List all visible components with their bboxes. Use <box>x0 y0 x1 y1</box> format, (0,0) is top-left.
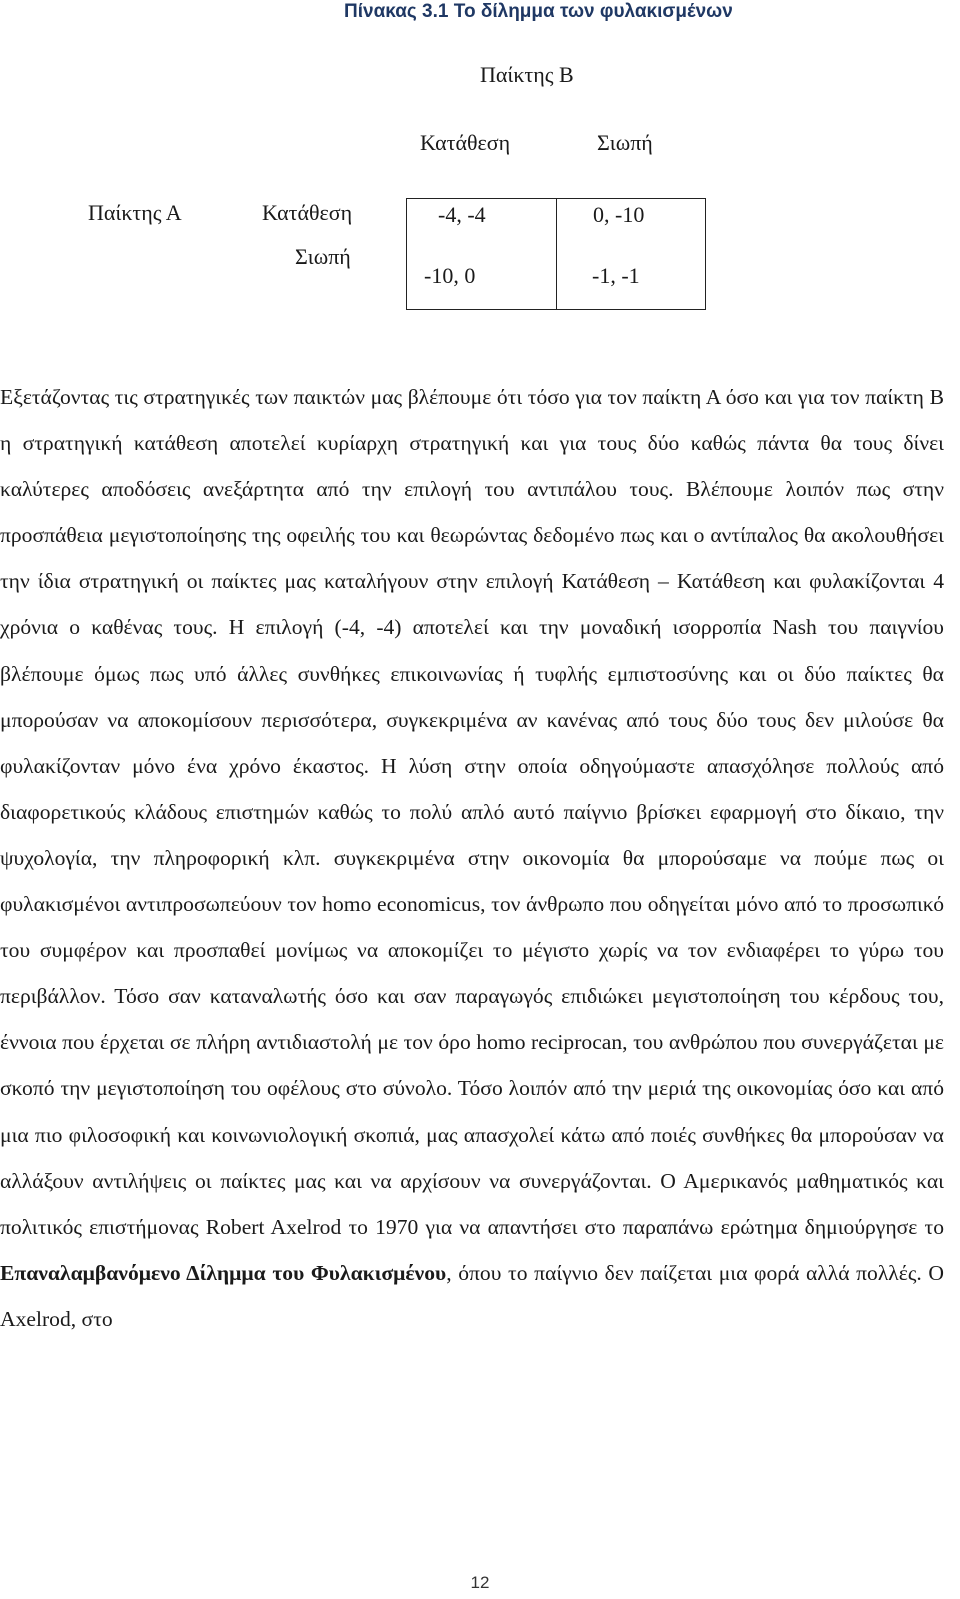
col-header-confess: Κατάθεση <box>420 130 511 155</box>
payoff-cell-silence-silence: -1, -1 <box>592 263 640 288</box>
body-text-part-2: Βλέπουμε λοιπόν πως στην προσπάθεια μεγιστοποίησης της οφειλής του και θεωρώντας δεδομένο πως και ο αντίπαλος θα ακολουθήσει την ίδια στρατηγική οι παίκτες μας καταλήγουν στην επιλογή Κατάθεση – Κατάθεση και φυλακίζονται 4 χρόνια ο καθένας τους. Η επιλογή (-4, -4) αποτελεί και την μοναδική ισορροπία Nash του παιγνίου βλέπουμε όμως πως υπό άλλες συνθήκες επικοινωνίας ή τυφλής εμπιστοσύνης και οι δύο παίκτες θα μπορούσαν να αποκομίσουν περισσότερα, συγκεκριμένα αν κανένας από τους δύο τους δεν μιλούσε θα φυλακίζονταν μόνο ένα χρόνο έκαστος. Η λύση στην οποία οδηγούμαστε απασχόλησε πολλούς από διαφορετικούς κλάδους επιστημών καθώς το πολύ απλό αυτό παίγνιο βρίσκει εφαρμογή στο δίκαιο, την ψυχολογία, την πληροφορική κλπ. συγκεκριμένα στην οικονομία θα μπορούσαμε να πούμε πως οι φυλακισμένοι αντιπροσωπεύουν τον homo economicus, τον άνθρωπο που οδηγείται μόνο από το προσωπικό του συμφέρον και προσπαθεί μονίμως να αποκομίζει το μέγιστο χωρίς να τον ενδιαφέρει το γύρω του περιβάλλον. Τόσο σαν καταναλωτής όσο και σαν παραγωγός επιδιώκει μεγιστοποίηση του κέρδους του, έννοια που έρχεται σε πλήρη αντιδιαστολή με τον όρο homo reciprocan, του ανθρώπου που συνεργάζεται με σκοπό την μεγιστοποίηση του οφέλους στο σύνολο. Τόσο λοιπόν από την μεριά της οικονομίας όσο και από μια πιο φιλοσοφική και κοινωνιολογική σκοπιά, μας απασχολεί κάτω από ποιές συνθήκες θα μπορούσαν να αλλάξουν αντιλήψεις οι παίκτες μας και να αρχίσουν να συνεργάζονται. Ο Αμερικανός μαθηματικός και πολιτικός επιστήμονας Robert Axelrod το 1970 για να απαντήσει στο παραπάνω ερώτημα δημιούργησε το <box>0 477 944 1239</box>
page-number: 12 <box>470 1573 490 1592</box>
table-caption-text: Πίνακας 3.1 Το δίλημμα των φυλακισμένων <box>344 1 733 22</box>
player-a-label: Παίκτης Α <box>88 200 182 225</box>
body-text-part-3: , όπου το παίγνιο δεν παίζεται μια φορά αλλά πολλές. Ο Axelrod, στο <box>0 1260 944 1331</box>
row-header-silence: Σιωπή <box>295 244 351 269</box>
table-caption <box>0 0 960 30</box>
payoff-cell-confess-confess: -4, -4 <box>438 202 486 227</box>
matrix-divider <box>556 199 557 309</box>
body-text-part-1: Εξετάζοντας τις στρατηγικές των παικτών μας βλέπουμε ότι τόσο για τον παίκτη Α όσο και για τον παίκτη Β η στρατηγική κατάθεση αποτελεί κυρίαρχη στρατηγική και για τους δύο καθώς πάντα θα τους δίνει καλύτερες αποδόσεις ανεξάρτητα από την επιλογή του αντιπάλου τους. <box>0 385 944 502</box>
player-b-label: Παίκτης Β <box>480 62 574 87</box>
payoff-matrix <box>406 198 706 310</box>
payoff-cell-confess-silence: 0, -10 <box>593 202 645 227</box>
repeated-dilemma-term: Επαναλαμβανόμενο Δίλημμα του Φυλακισμένου <box>0 1260 447 1285</box>
body-paragraph <box>0 374 944 1342</box>
row-header-confess: Κατάθεση <box>262 200 353 225</box>
col-header-silence: Σιωπή <box>597 130 653 155</box>
payoff-cell-silence-confess: -10, 0 <box>424 263 476 288</box>
